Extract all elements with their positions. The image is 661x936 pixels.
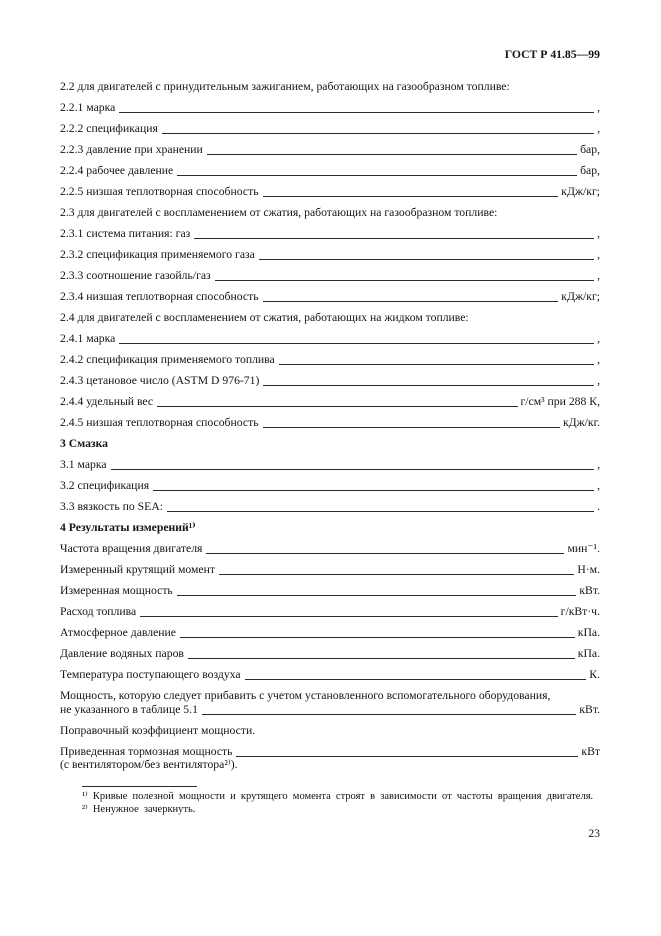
field-label: 2.2.4 рабочее давление <box>60 164 174 177</box>
form-line <box>60 648 600 661</box>
field-unit: кВт. <box>579 584 600 597</box>
field-label: 2.2.2 спецификация <box>60 122 158 135</box>
field-unit: мин⁻¹. <box>567 542 600 555</box>
footnote-list <box>60 791 600 817</box>
field-label: 2.3.2 спецификация применяемого газа <box>60 248 255 261</box>
form-line <box>60 396 600 409</box>
footnote: ²⁾ Ненужное зачеркнуть. <box>82 804 196 815</box>
form-line <box>60 186 600 199</box>
blank-line <box>236 756 578 757</box>
section-heading: 3 Смазка <box>60 437 109 450</box>
field-unit: , <box>597 122 600 135</box>
form-text: 2.3 для двигателей с воспламенением от сжатия, работающих на газообразном топливе: <box>60 206 498 219</box>
field-unit: , <box>597 458 600 471</box>
blank-line <box>157 406 517 407</box>
form-line <box>60 102 600 115</box>
field-unit: бар, <box>580 164 600 177</box>
blank-line <box>279 364 594 365</box>
form-line <box>60 480 600 493</box>
footnote: ¹⁾ Кривые полезной мощности и крутящего момента строят в зависимости от частоты вращения двигателя. <box>82 790 594 802</box>
field-unit: , <box>597 353 600 366</box>
form-line <box>60 333 600 346</box>
form-line <box>60 501 600 514</box>
field-label: 2.4.4 удельный вес <box>60 395 154 408</box>
field-label: Давление водяных паров <box>60 647 184 660</box>
form-line <box>60 585 600 598</box>
form-line <box>60 704 600 717</box>
field-unit: , <box>597 332 600 345</box>
blank-line <box>119 112 594 113</box>
blank-line <box>202 714 576 715</box>
page-number: 23 <box>588 826 600 840</box>
blank-line <box>119 343 594 344</box>
blank-line <box>177 175 577 176</box>
form-line <box>60 543 600 556</box>
form-line <box>60 564 600 577</box>
form-line <box>60 417 600 430</box>
blank-line <box>215 280 594 281</box>
form-text: 2.4 для двигателей с воспламенением от сжатия, работающих на жидком топливе: <box>60 311 469 324</box>
form-line <box>60 459 600 472</box>
field-unit: кДж/кг; <box>561 185 600 198</box>
blank-line <box>194 238 594 239</box>
section-heading: 4 Результаты измерений¹⁾ <box>60 521 196 534</box>
form-line <box>60 165 600 178</box>
blank-line <box>180 637 575 638</box>
field-label: 2.4.2 спецификация применяемого топлива <box>60 353 275 366</box>
field-unit: , <box>597 101 600 114</box>
document-header <box>60 48 600 61</box>
form-line <box>60 291 600 304</box>
blank-line <box>263 427 560 428</box>
field-label: 2.4.5 низшая теплотворная способность <box>60 416 259 429</box>
field-label: Температура поступающего воздуха <box>60 668 241 681</box>
field-unit: кПа. <box>577 647 600 660</box>
blank-line <box>153 490 594 491</box>
field-unit: кДж/кг. <box>562 416 600 429</box>
form-line <box>60 606 600 619</box>
blank-line <box>245 679 587 680</box>
field-unit: , <box>597 248 600 261</box>
field-label: 2.3.4 низшая теплотворная способность <box>60 290 259 303</box>
form-line <box>60 123 600 136</box>
footnotes <box>60 786 600 817</box>
field-label: 2.2.5 низшая теплотворная способность <box>60 185 259 198</box>
field-unit: , <box>597 227 600 240</box>
field-unit: , <box>597 269 600 282</box>
form-text: 2.2 для двигателей с принудительным зажиганием, работающих на газообразном топливе: <box>60 80 510 93</box>
blank-line <box>167 511 594 512</box>
field-unit: кВт <box>581 744 600 758</box>
field-unit: , <box>597 374 600 387</box>
blank-line <box>259 259 594 260</box>
blank-line <box>111 469 595 470</box>
field-unit: . <box>597 500 600 513</box>
form-line <box>60 627 600 640</box>
blank-line <box>206 553 564 554</box>
field-unit: Н·м. <box>577 563 600 576</box>
field-label: 2.2.1 марка <box>60 101 116 114</box>
form-line <box>60 354 600 367</box>
form-line <box>60 144 600 157</box>
field-unit: кВт. <box>579 702 600 716</box>
field-unit: бар, <box>580 143 600 156</box>
field-unit: г/см³ при 288 К, <box>520 395 600 408</box>
form-text: (с вентилятором/без вентилятора²⁾). <box>60 758 238 771</box>
field-unit: г/кВт·ч. <box>560 605 600 618</box>
field-label: Измеренная мощность <box>60 584 173 597</box>
field-label: 2.2.3 давление при хранении <box>60 143 203 156</box>
field-label: 3.2 спецификация <box>60 479 150 492</box>
field-unit: кДж/кг; <box>561 290 600 303</box>
field-unit: кПа. <box>577 626 600 639</box>
footnote-divider <box>82 786 197 787</box>
form-body <box>60 81 600 772</box>
field-label: 2.4.3 цетановое число (ASTM D 976-71) <box>60 374 260 387</box>
field-label: 3.3 вязкость по SEA: <box>60 500 164 513</box>
field-unit: , <box>597 479 600 492</box>
form-line <box>60 228 600 241</box>
field-label: Приведенная тормозная мощность <box>60 744 233 758</box>
field-label: 2.4.1 марка <box>60 332 116 345</box>
blank-line <box>207 154 577 155</box>
form-line <box>60 249 600 262</box>
blank-line <box>140 616 557 617</box>
blank-line <box>263 385 594 386</box>
field-label: Атмосферное давление <box>60 626 176 639</box>
form-line <box>60 669 600 682</box>
field-label: Частота вращения двигателя <box>60 542 203 555</box>
blank-line <box>162 133 594 134</box>
form-text: Поправочный коэффициент мощности. <box>60 723 256 737</box>
form-line <box>60 270 600 283</box>
blank-line <box>177 595 577 596</box>
field-label: Измеренный крутящий момент <box>60 563 215 576</box>
field-label: 2.3.1 система питания: газ <box>60 227 191 240</box>
field-label: 3.1 марка <box>60 458 107 471</box>
field-label: Расход топлива <box>60 605 137 618</box>
form-line <box>60 746 600 759</box>
standard-number: ГОСТ Р 41.85—99 <box>504 48 600 61</box>
blank-line <box>263 196 559 197</box>
blank-line <box>188 658 575 659</box>
blank-line <box>219 574 574 575</box>
form-text: Мощность, которую следует прибавить с учетом установленного вспомогательного оборудования, <box>60 689 551 702</box>
field-label: 2.3.3 соотношение газойль/газ <box>60 269 211 282</box>
field-label: не указанного в таблице 5.1 <box>60 702 198 716</box>
field-unit: К. <box>589 668 600 681</box>
form-line <box>60 375 600 388</box>
blank-line <box>263 301 559 302</box>
